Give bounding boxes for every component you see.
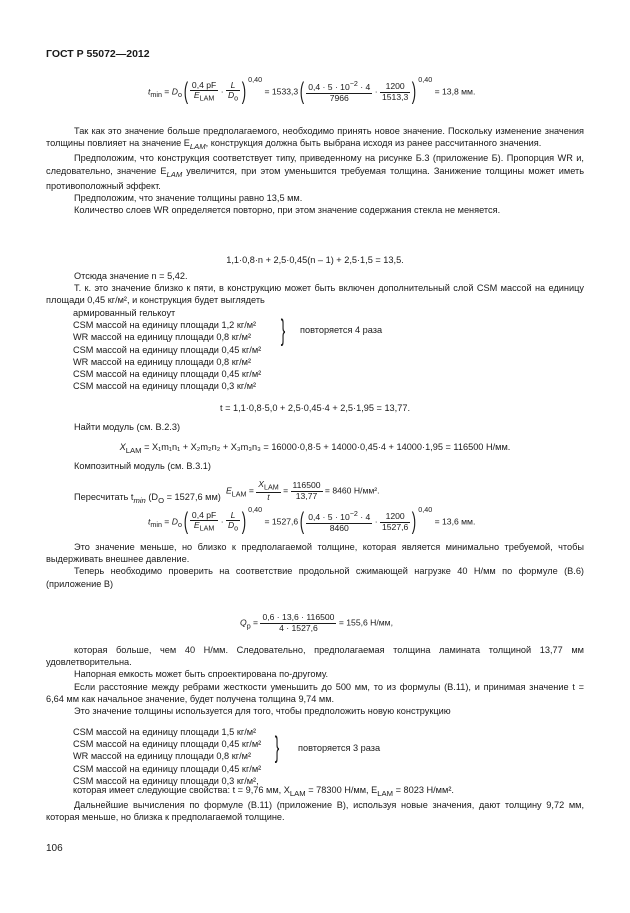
paragraph: Дальнейшие вычисления по формуле (В.11) (приложение В), используя новые значения, дают толщину 9,72 мм, которая меньше, но близка к предполагаемой толщине. [46, 800, 584, 823]
equation-t: t = 1,1·0,8·5,0 + 2,5·0,45·4 + 2,5·1,95 = 13,77. [219, 403, 410, 413]
formula-tmin-2: $t_{min} = D_o$( $\frac{0,4 pF}{E_{LAM}}$ · $\frac{L}{D_o}$ ) $^{0,40}$ = 1527,6( $\frac{0,4 \cdot 5 \cdot 10^{-2} \cdot 4}{8460}$ · $\frac{1200}{1527,6}$ ) $^{0,40}$ = 13,6 мм. [148, 506, 476, 535]
list-item: CSM массой на единицу площади 0,3 кг/м² [73, 381, 257, 392]
repeat-note-1: повторяется 4 раза [300, 325, 383, 335]
repeat-note-2: повторяется 3 раза [298, 743, 381, 753]
paragraph: Если расстояние между ребрами жесткости уменьшить до 500 мм, то из формулы (В.11), и принимая значение t = 6,64 мм как начальное значение, будет получена толщина 9,74 мм. [46, 681, 584, 704]
recalc-line: Пересчитать $t_{min}$ ($D_O = 1527,6$ мм) [74, 492, 221, 505]
right-brace-icon: } [274, 731, 280, 764]
paragraph: Отсюда значение n = 5,42. [74, 271, 188, 281]
paragraph: Это значение толщины используется для того, чтобы предположить новую конструкцию [74, 706, 451, 717]
list-item: CSM массой на единицу площади 1,2 кг/м² [73, 320, 257, 331]
list-item: WR массой на единицу площади 0,8 кг/м² [73, 751, 252, 762]
text-block-2 [46, 270, 584, 307]
list-item: CSM массой на единицу площади 0,45 кг/м² [73, 763, 262, 774]
paragraph: Это значение меньше, но близко к предполагаемой толщине, которая является минимально требуемой, чтобы выдерживать внешнее давление. [46, 542, 584, 565]
layer-list-2 [73, 726, 261, 787]
text-block-5 [46, 784, 584, 824]
paragraph: Предположим, что значение толщины равно 13,5 мм. [74, 192, 303, 203]
paragraph: которая имеет следующие свойства: t = 9,76 мм, $X_{LAM} = 78300$ Н/мм, $E_{LAM} = 8023$ Н/мм². [73, 785, 454, 798]
list-item: CSM массой на единицу площади 0,45 кг/м² [73, 344, 262, 355]
equation-xlam: $X_{LAM} = X_1m_1n_1 + X_2m_2n_2 + X_3m_3n_3 = 16000\cdot 0,8\cdot 5 + 14000\cdot 0,45\cdot 4 + 14000\cdot 1,95 = 116500$ Н/мм. [119, 442, 511, 455]
text-block-4 [46, 644, 584, 717]
find-modulus: Найти модуль (см. В.2.3) [74, 422, 181, 432]
paragraph: Количество слоев WR определяется повторно, при этом значение содержания стекла не меняется. [74, 205, 501, 215]
right-brace-icon: } [280, 314, 286, 347]
list-item: CSM массой на единицу площади 0,3 кг/м², [73, 775, 259, 786]
formula-qp: $Q_p$ = $\frac{0,6 \cdot 13,6 \cdot 116500}{4 \cdot 1527,6}$ = 155,6 Н/мм, [240, 612, 393, 633]
list-item: WR массой на единицу площади 0,8 кг/м² [73, 332, 252, 343]
formula-tmin-1: $t_{min} = D_o$( $\frac{0,4 pF}{E_{LAM}}$ · $\frac{L}{D_o}$ ) $^{0,40}$ = 1533,3( $\frac{0,4 \cdot 5 \cdot 10^{-2} \cdot 4}{7966}$ · $\frac{1200}{1513,3}$ ) $^{0,40}$ = 13,8 мм. [148, 76, 476, 105]
text-block-3 [46, 541, 584, 590]
list-item: WR массой на единицу площади 0,8 кг/м² [73, 356, 252, 367]
composite-modulus: Композитный модуль (см. В.3.1) [74, 461, 211, 471]
paragraph: Так как это значение больше предполагаемого, необходимо принять новое значение. Поскольку изменение значения толщины повлияет на значение $E_{LAM}$, конструкция должна быть выбрана исходя из ранее рассчитанного значения. [46, 126, 584, 152]
list-item: армированный гелькоут [73, 308, 176, 318]
list-item: CSM массой на единицу площади 1,5 кг/м² [73, 727, 257, 737]
paragraph: которая больше, чем 40 Н/мм. Следовательно, предполагаемая толщина ламината толщиной 13,77 мм удовлетворительна. [46, 645, 584, 668]
list-item: CSM массой на единицу площади 0,45 кг/м² [73, 739, 262, 750]
paragraph: Напорная емкость может быть спроектирована по-другому. [74, 669, 329, 680]
paragraph: Т. к. это значение близко к пяти, в конструкцию может быть включен дополнительный слой CSM массой на единицу площади 0,45 кг/м², и конструкция будет выглядеть [46, 283, 584, 306]
page-number: 106 [46, 843, 63, 854]
list-item: CSM массой на единицу площади 0,45 кг/м² [73, 369, 262, 380]
standard-header: ГОСТ Р 55072—2012 [46, 48, 150, 60]
text-block-1 [46, 125, 584, 216]
formula-elam: $E_{LAM}$ = $\frac{X_{LAM}}{t}$ = $\frac{116500}{13,77}$ = 8460 Н/мм². [226, 479, 380, 502]
paragraph: Предположим, что конструкция соответствует типу, приведенному на рисунке Б.3 (приложение Б). Пропорция WR и, следовательно, значение $E_{LAM}$ увеличится, при этом уменьшится требуемая толщина. Занижение толщины может иметь противоположный эффект. [46, 153, 584, 191]
equation-layers: 1,1·0,8·n + 2,5·0,45(n – 1) + 2,5·1,5 = 13,5. [226, 255, 404, 265]
layer-list-1 [73, 307, 261, 393]
paragraph: Теперь необходимо проверить на соответствие продольной сжимающей нагрузке 40 Н/мм по формуле (В.6) (приложение В) [46, 566, 584, 589]
